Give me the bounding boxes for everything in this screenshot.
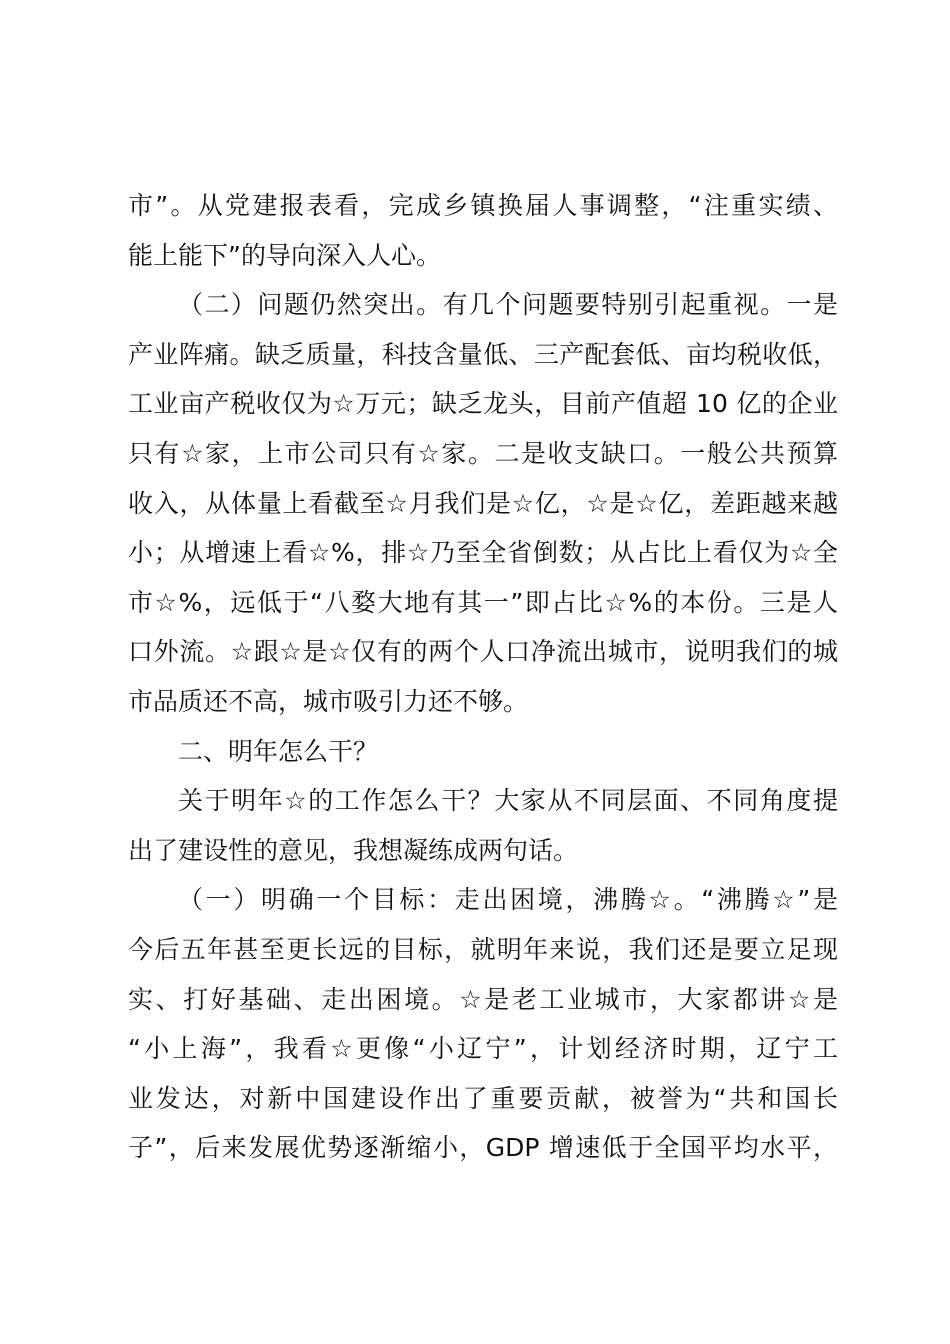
text-line: 二、明年怎么干？ <box>178 736 379 766</box>
text-line: 口外流。☆跟☆是☆仅有的两个人口净流出城市，说明我们的城 <box>128 637 838 667</box>
text-line: 工业亩产税收仅为☆万元；缺乏龙头，目前产值超 10 亿的企业 <box>128 389 838 419</box>
text-line: 能上能下”的导向深入人心。 <box>128 240 441 270</box>
text-line: （二）问题仍然突出。有几个问题要特别引起重视。一是 <box>178 290 838 320</box>
text-line: 收入，从体量上看截至☆月我们是☆亿，☆是☆亿，差距越来越 <box>128 488 838 518</box>
text-line: 子”，后来发展优势逐渐缩小，GDP 增速低于全国平均水平， <box>128 1133 838 1163</box>
text-line: 只有☆家，上市公司只有☆家。二是收支缺口。一般公共预算 <box>128 438 838 468</box>
text-line: 产业阵痛。缺乏质量，科技含量低、三产配套低、亩均税收低， <box>128 339 838 369</box>
text-line: 市☆%，远低于“八婺大地有其一”即占比☆%的本份。三是人 <box>128 587 838 617</box>
text-line: （一）明确一个目标：走出困境，沸腾☆。“沸腾☆”是 <box>178 885 838 915</box>
document-body <box>128 181 838 1173</box>
text-line: 出了建设性的意见，我想凝练成两句话。 <box>128 835 579 865</box>
text-line: 小；从增速上看☆%，排☆乃至全省倒数；从占比上看仅为☆全 <box>128 538 838 568</box>
text-line: 关于明年☆的工作怎么干？大家从不同层面、不同角度提 <box>178 786 838 816</box>
text-line: 今后五年甚至更长远的目标，就明年来说，我们还是要立足现 <box>128 934 838 964</box>
text-line: 实、打好基础、走出困境。☆是老工业城市，大家都讲☆是 <box>128 984 838 1014</box>
text-line: 市”。从党建报表看，完成乡镇换届人事调整，“注重实绩、 <box>128 191 838 220</box>
text-line: “小上海”，我看☆更像“小辽宁”，计划经济时期，辽宁工 <box>128 1034 838 1064</box>
text-line: 业发达，对新中国建设作出了重要贡献，被誉为“共和国长 <box>128 1083 838 1113</box>
text-line: 市品质还不高，城市吸引力还不够。 <box>128 686 529 716</box>
